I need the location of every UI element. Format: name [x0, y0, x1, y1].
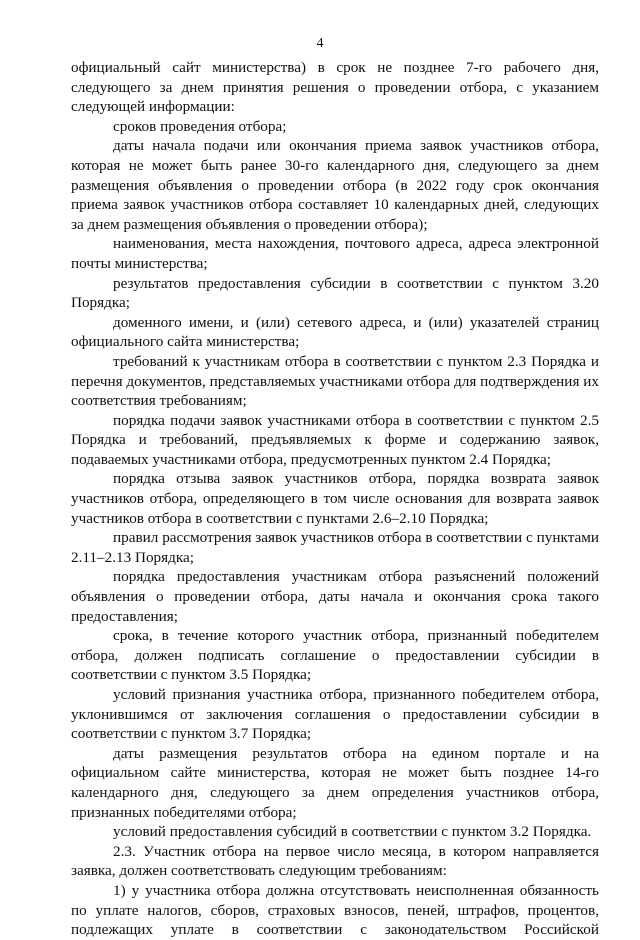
paragraph: даты размещения результатов отбора на едином портале и на официальном сайте министерства, которая не может быть позднее 14-го календарного дня, следующего за днем определения участников отбора, признанных победителями отбора; [71, 744, 599, 821]
document-body [71, 58, 599, 940]
paragraph: результатов предоставления субсидии в соответствии с пунктом 3.20 Порядка; [71, 274, 599, 312]
paragraph: 2.3. Участник отбора на первое число месяца, в котором направляется заявка, должен соответствовать следующим требованиям: [71, 842, 599, 880]
paragraph: сроков проведения отбора; [113, 117, 287, 135]
paragraph: даты начала подачи или окончания приема заявок участников отбора, которая не может быть ранее 30-го календарного дня, следующего за днем размещения объявления о проведении отбора (в 2022 году срок окончания приема заявок участников отбора составляет 10 календарных дней, следующих за днем размещения объявления о проведении отбора); [71, 137, 599, 233]
paragraph: порядка предоставления участникам отбора разъяснений положений объявления о проведении отбора, даты начала и окончания срока такого предоставления; [71, 568, 599, 625]
paragraph: официальный сайт министерства) в срок не позднее 7-го рабочего дня, следующего за днем принятия решения о проведении отбора, с указанием следующей информации: [71, 59, 599, 116]
paragraph: требований к участникам отбора в соответствии с пунктом 2.3 Порядка и перечня документов, представляемых участниками отбора для подтверждения их соответствия требованиям; [71, 352, 599, 410]
paragraph: условий признания участника отбора, признанного победителем отбора, уклонившимся от заключения соглашения о предоставлении субсидии в соответствии с пунктом 3.7 Порядка; [71, 686, 599, 743]
paragraph: условий предоставления субсидий в соответствии с пунктом 3.2 Порядка. [113, 823, 592, 841]
paragraph: срока, в течение которого участник отбора, признанный победителем отбора, должен подписать соглашение о предоставлении субсидии в соответствии с пунктом 3.5 Порядка; [71, 627, 599, 684]
paragraph: наименования, места нахождения, почтового адреса, адреса электронной почты министерства; [71, 235, 599, 272]
paragraph: порядка отзыва заявок участников отбора, порядка возврата заявок участников отбора, определяющего в том числе основания для возврата заявок участников отбора в соответствии с пунктами 2.6–2.10 Порядка; [71, 470, 599, 527]
paragraph: 1) у участника отбора должна отсутствовать неисполненная обязанность по уплате налогов, сборов, страховых взносов, пеней, штрафов, процентов, подлежащих уплате в соответствии с законодательством Российской [71, 881, 599, 939]
paragraph: доменного имени, и (или) сетевого адреса, и (или) указателей страниц официального сайта министерства; [71, 313, 599, 351]
paragraph: правил рассмотрения заявок участников отбора в соответствии с пунктами 2.11–2.13 Порядка; [71, 529, 599, 566]
paragraph: порядка подачи заявок участниками отбора в соответствии с пунктом 2.5 Порядка и требований, предъявляемых к форме и содержанию заявок, подаваемых участниками отбора, предусмотренных пунктом 2.4 Порядка; [71, 411, 599, 468]
page-number: 4 [316, 36, 324, 51]
